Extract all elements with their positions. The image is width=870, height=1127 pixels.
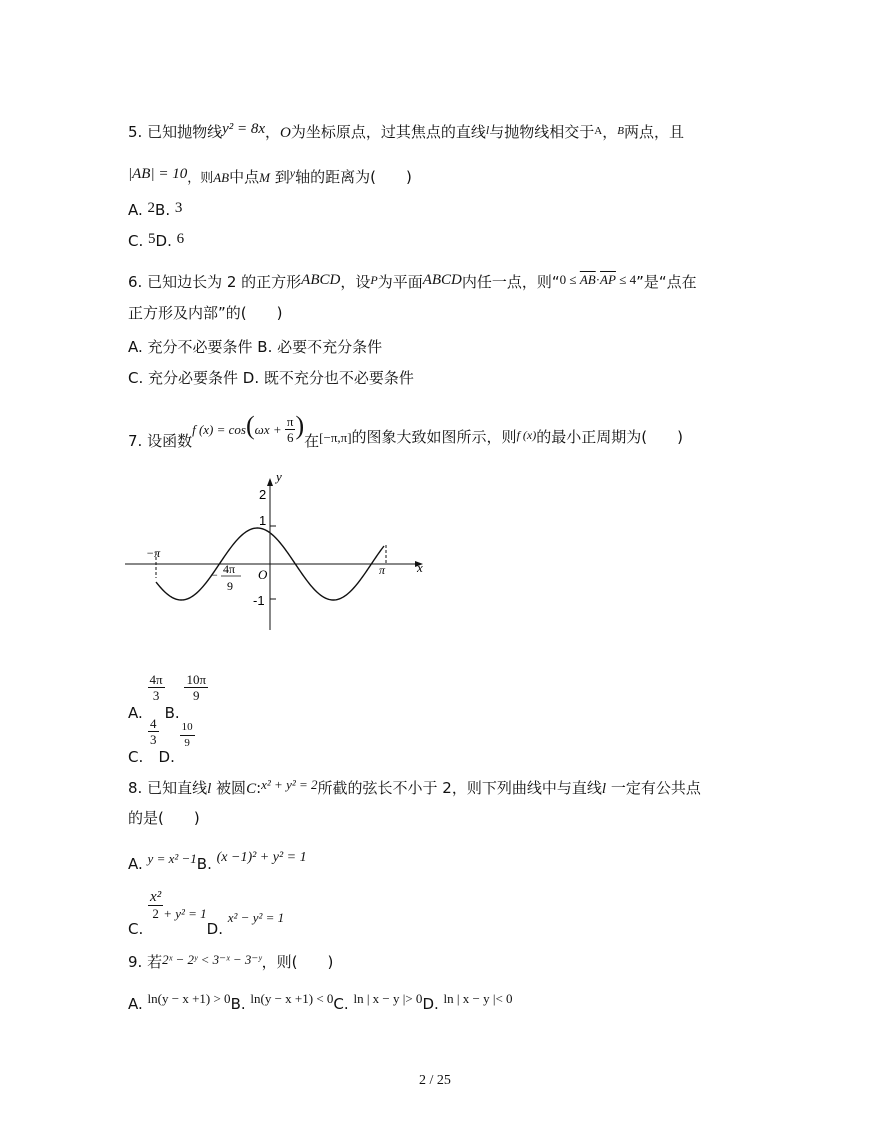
q7-function: f (x) = cos — [192, 422, 246, 437]
q7-option-d-num: 10 — [180, 720, 195, 736]
q9-option-c-equation: ln | x − y |> 0 — [353, 991, 423, 1006]
q5-text: 为坐标原点，过其焦点的直线 — [290, 123, 486, 141]
tick-label-minus-1: -1 — [253, 593, 265, 608]
q5-option-d-value: 6 — [176, 231, 185, 247]
q5-option-c-value: 5 — [148, 231, 156, 247]
q5-point-b: B — [617, 125, 624, 137]
q8-option-a-label: A. — [128, 855, 143, 873]
q6-text: ”是“点在 — [636, 273, 697, 291]
q8-line2: 的是( ) — [128, 809, 200, 827]
q5-text: 轴的距离为( ) — [295, 168, 412, 186]
q5-point-a: A — [594, 125, 603, 137]
q6-line2: 正方形及内部”的( ) — [128, 304, 283, 322]
q5-option-b-label: B. — [155, 201, 171, 219]
q8-text: 所截的弦长不小于 2，则下列曲线中与直线 — [317, 779, 602, 797]
pi-label: π — [379, 563, 386, 577]
q5-options-ab — [128, 198, 182, 220]
q6-ineq-right: ≤ 4 — [615, 272, 637, 287]
neg-pi-label: −π — [146, 546, 161, 560]
q7-text: 在 — [304, 432, 320, 450]
frac-neg-sign: − — [211, 568, 218, 582]
q6-plane-abcd: ABCD — [422, 272, 462, 288]
q7-option-b-label: B. — [164, 704, 180, 722]
q5-origin: O — [280, 125, 291, 141]
q9-inequality: 2ˣ − 2ʸ < 3⁻ˣ − 3⁻ʸ — [162, 952, 262, 967]
q7-option-c-den: 3 — [150, 732, 157, 747]
q7-six: 6 — [286, 430, 294, 445]
q8-option-d-label: D. — [206, 920, 223, 938]
q5-option-b-value: 3 — [174, 200, 183, 216]
q5-option-a-value: 2 — [147, 200, 156, 216]
frac-denominator: 9 — [227, 579, 233, 593]
q6-text: 为平面 — [377, 273, 423, 291]
origin-label: O — [258, 567, 268, 582]
q6-text: ，设 — [340, 273, 371, 291]
q6-vector-ab: $\overline{AB}$ — [579, 272, 596, 287]
q5-text: 中点 — [229, 168, 260, 186]
q5-line-l: l — [485, 123, 490, 137]
q9-option-a-label: A. — [128, 995, 143, 1013]
q6-ineq-left: 0 ≤ — [559, 272, 580, 287]
q6-line1 — [128, 270, 697, 292]
q5-options-cd — [128, 229, 184, 251]
q8-option-c-num: x² — [150, 889, 162, 905]
q7-options-ab — [128, 672, 208, 722]
q7-option-a-num: 4π — [149, 672, 163, 687]
q8-text: 8. 已知直线 — [128, 779, 208, 797]
y-axis-arrow — [267, 478, 273, 486]
q5-abs-ab: |AB| = 10 — [128, 166, 188, 182]
frac-numerator: 4π — [223, 562, 236, 576]
q5-option-c-label: C. — [128, 232, 144, 250]
q9-line1 — [128, 950, 333, 972]
q8-colon: : — [256, 779, 262, 797]
q8-option-c-equation: + y² = 1 — [163, 906, 207, 921]
q9-option-b-equation: ln(y − x +1) < 0 — [250, 991, 334, 1006]
q7-pi: π — [286, 414, 294, 429]
q5-text: 两点，且 — [623, 123, 684, 141]
q7-option-d-label: D. — [158, 748, 175, 766]
q5-text: 5. 已知抛物线 — [128, 123, 223, 141]
tick-label-2: 2 — [259, 487, 267, 502]
q9-text: ，则( ) — [261, 953, 334, 971]
q6-options-cd: C. 充分必要条件 D. 既不充分也不必要条件 — [128, 369, 414, 387]
q5-line2 — [128, 163, 412, 189]
q5-text: ，则 — [187, 171, 214, 186]
q6-dot: · — [595, 272, 601, 287]
q8-option-d-equation: x² − y² = 1 — [227, 910, 285, 925]
q7-text: 的最小正周期为( ) — [536, 428, 683, 446]
q5-parabola-equation: y² = 8x — [222, 121, 266, 137]
q7-option-a-label: A. — [128, 704, 143, 722]
q9-option-d-equation: ln | x − y |< 0 — [443, 991, 513, 1006]
cosine-graph — [125, 465, 435, 635]
q8-option-c-den: 2 — [152, 906, 159, 921]
q7-option-a-den: 3 — [152, 688, 160, 703]
q5-text: 与抛物线相交于 — [489, 123, 595, 141]
q7-fx: f (x) — [516, 428, 537, 442]
q8-line1 — [128, 775, 701, 799]
q8-text: 被圆 — [216, 779, 247, 797]
q6-vector-ap: $\overline{AP}$ — [600, 272, 616, 287]
q6-square-abcd: ABCD — [301, 272, 341, 288]
q8-option-b-label: B. — [196, 855, 212, 873]
q5-segment-ab: AB — [213, 170, 230, 185]
q7-text: 的图象大致如图所示，则 — [351, 428, 517, 446]
q6-text: 内任一点，则“ — [461, 273, 560, 291]
q9-option-d-label: D. — [422, 995, 439, 1013]
q8-line-l: l — [207, 781, 212, 797]
q6-options-ab: A. 充分不必要条件 B. 必要不充分条件 — [128, 338, 383, 356]
q7-line1: 7. 设函数f (x) = cos(ωx + $\frac{\pi}{6}$ )在[−π,π]的图象大致如图所示，则$^{f (x)}$的最小正周期为( ) — [128, 411, 683, 450]
y-axis-label: y — [276, 469, 282, 484]
q5-midpoint-m: M — [259, 170, 270, 185]
q9-options — [128, 988, 513, 1014]
q7-text: 7. 设函数 — [128, 432, 193, 450]
q6-point-p: P — [370, 273, 378, 287]
q9-option-a-equation: ln(y − x +1) > 0 — [147, 991, 231, 1006]
q7-option-b-den: 9 — [193, 688, 200, 703]
q7-option-c-label: C. — [128, 748, 144, 766]
q5-option-d-label: D. — [155, 232, 172, 250]
q8-text: 一定有公共点 — [610, 779, 701, 797]
q7-option-b-num: 10π — [186, 672, 207, 687]
q5-option-a-label: A. — [128, 201, 143, 219]
q7-argument: ωx + — [254, 422, 285, 437]
x-axis-label: x — [417, 560, 423, 575]
q6-text: 6. 已知边长为 2 的正方形 — [128, 273, 302, 291]
q9-option-b-label: B. — [230, 995, 246, 1013]
q5-y-axis: y — [289, 166, 296, 180]
q8-option-b-equation: (x −1)² + y² = 1 — [216, 850, 307, 865]
q8-circle-c: C — [246, 781, 257, 797]
q7-interval: [−π,π] — [319, 430, 352, 445]
q8-option-a-equation: y = x² −1 — [147, 851, 197, 866]
q5-text: 到 — [274, 168, 290, 186]
q7-options-cd — [128, 716, 195, 766]
q8-options-ab — [128, 848, 307, 874]
q5-comma: ， — [265, 123, 281, 141]
q5-comma: ， — [602, 123, 618, 141]
q8-option-c-label: C. — [128, 920, 144, 938]
page-number: 2 / 25 — [419, 1073, 451, 1088]
q7-option-c-num: 4 — [150, 716, 157, 731]
q8-circle-equation: x² + y² = 2 — [261, 777, 318, 792]
q9-text: 9. 若 — [128, 953, 163, 971]
q7-option-d-den: 9 — [184, 737, 190, 749]
q5-line1 — [128, 119, 684, 143]
q8-line-l: l — [601, 781, 607, 797]
q9-option-c-label: C. — [333, 995, 349, 1013]
q8-options-cd — [128, 889, 285, 938]
tick-label-1: 1 — [259, 513, 267, 528]
